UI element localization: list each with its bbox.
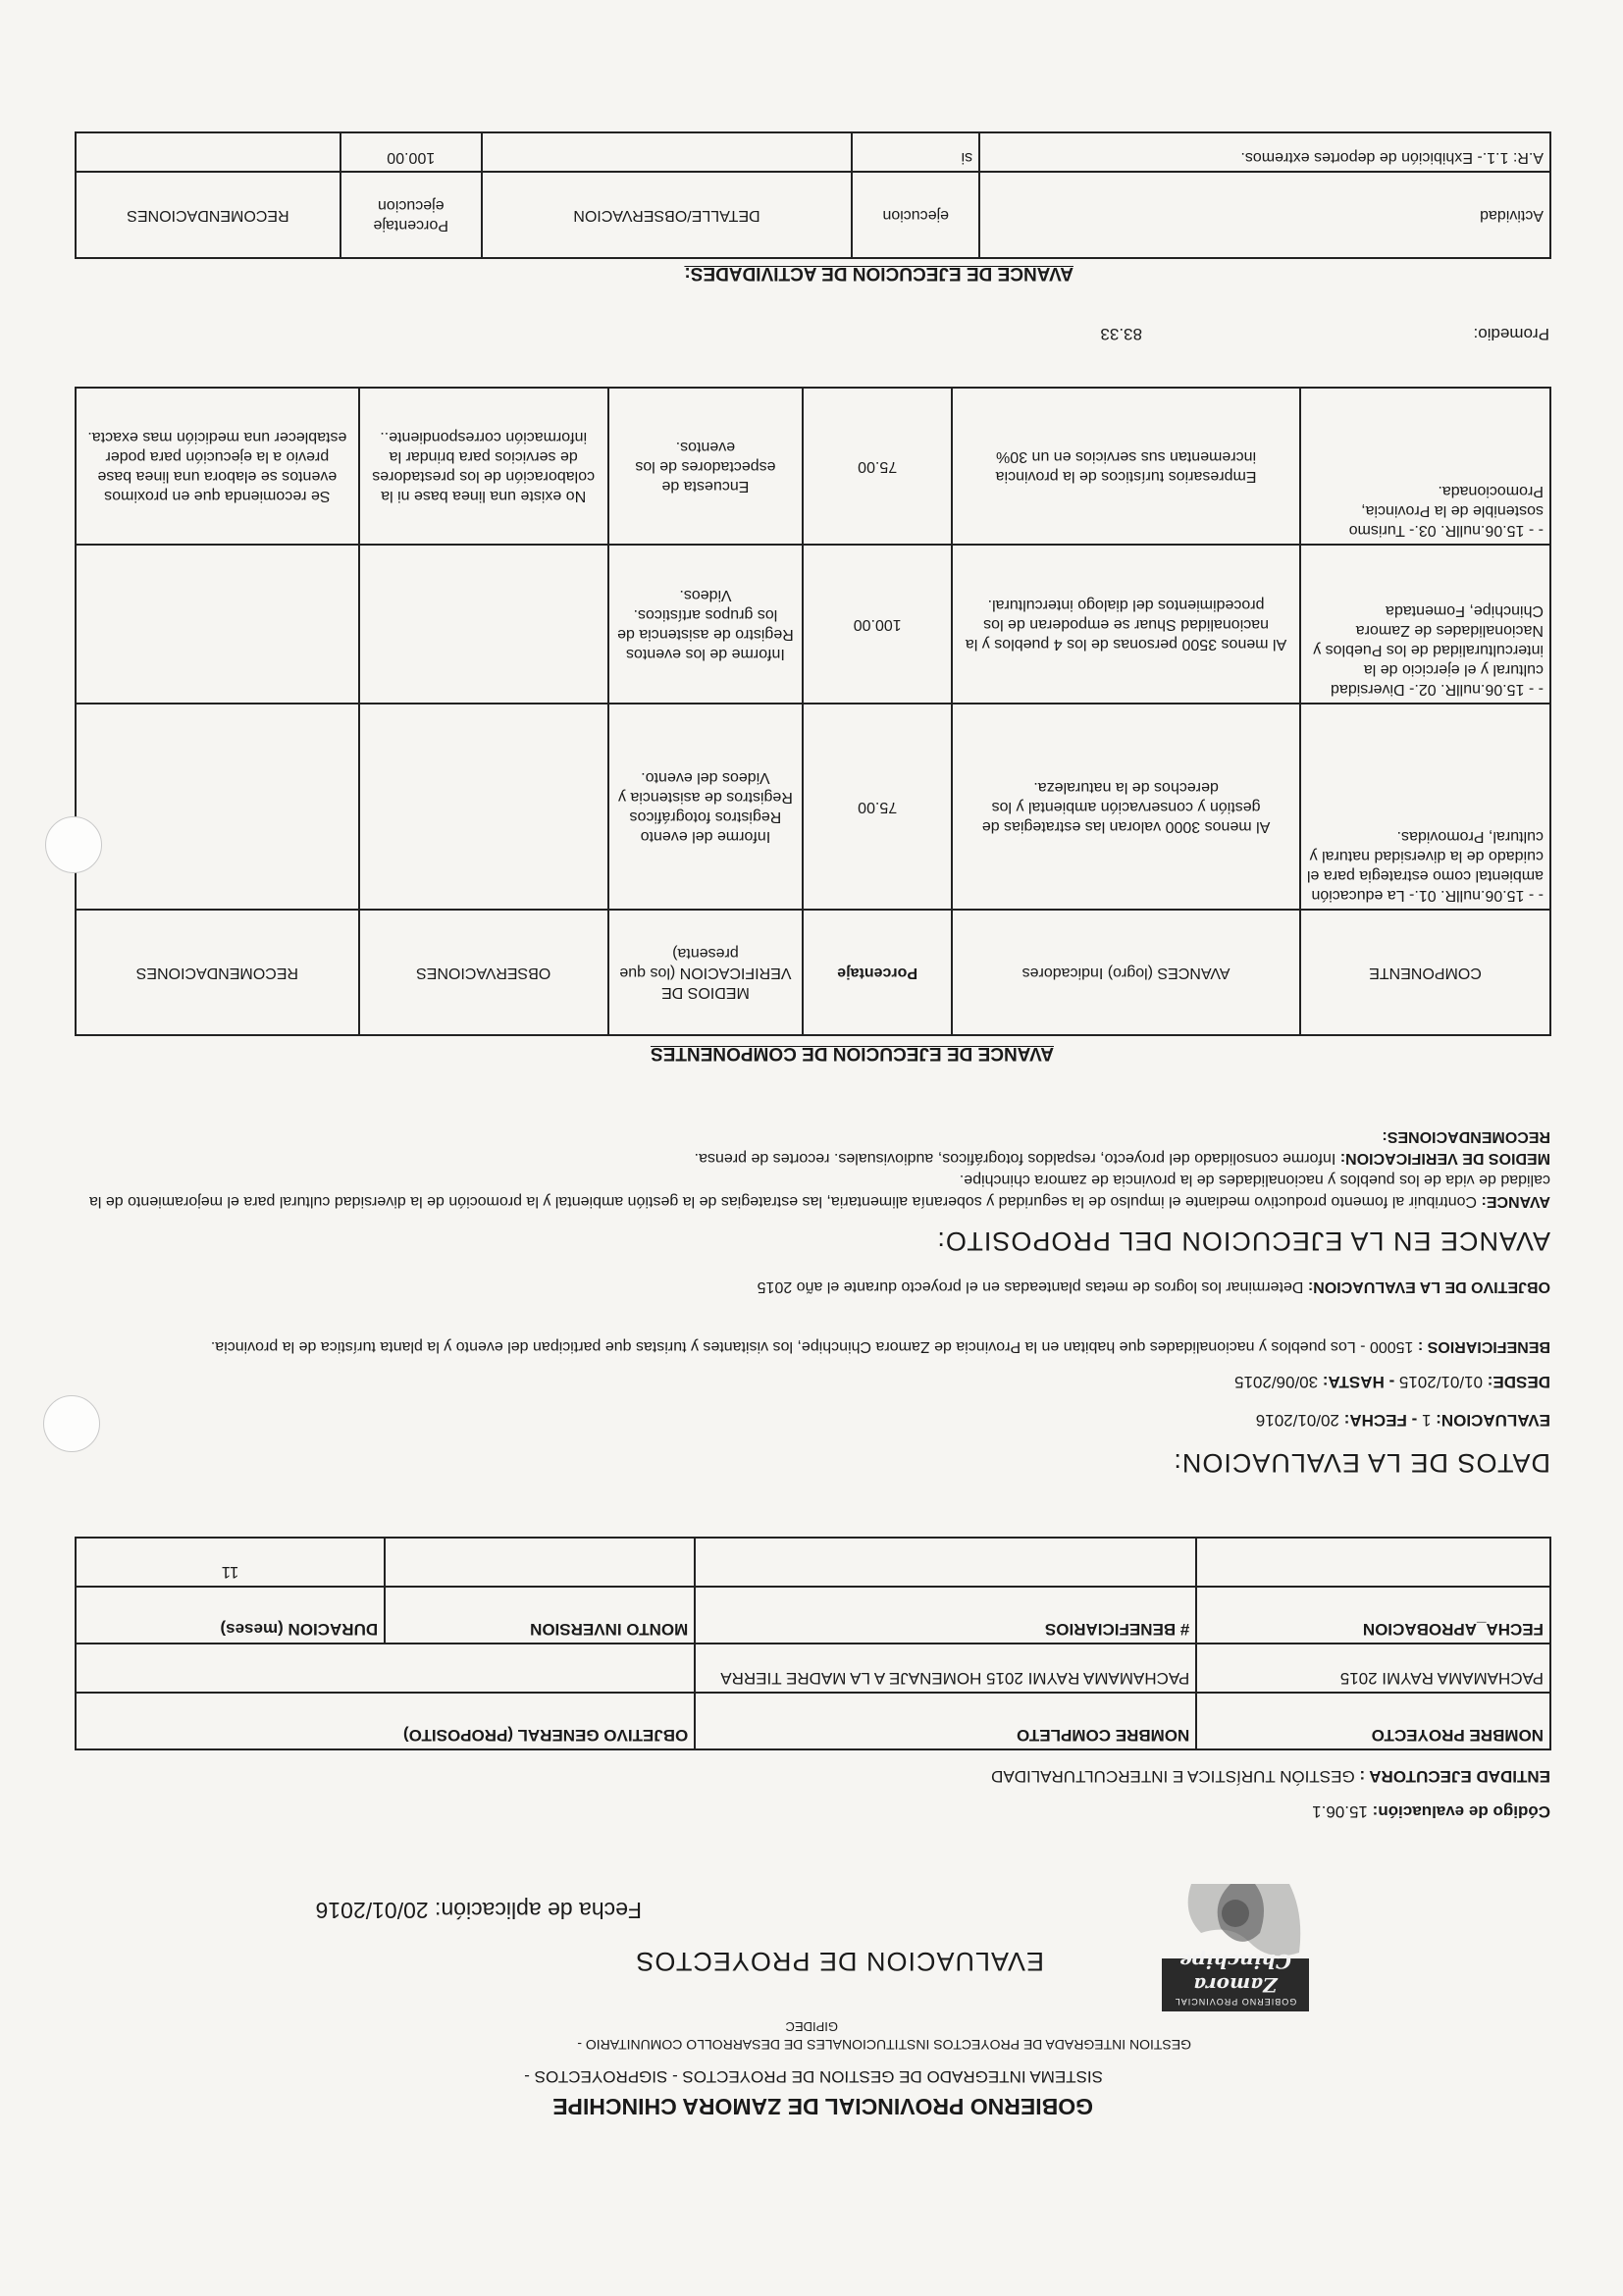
full-name-header: NOMBRE COMPLETO xyxy=(695,1693,1196,1749)
beneficiaries-header: # BENEFICIARIOS xyxy=(695,1587,1196,1644)
recommendations-header: RECOMENDACIONES xyxy=(76,910,359,1035)
execution-percent-header: Porcentaje ejecucion xyxy=(340,172,482,258)
activity-row xyxy=(76,132,1550,172)
full-name-value: PACHAMAMA RAYMI 2015 HOMENAJE A LA MADRE TIERRA xyxy=(695,1644,1196,1693)
evaluation-code-value: 15.06.1 xyxy=(1312,1802,1368,1821)
observations-cell: No existe una linea base ni la colaboración de los prestadores de servicios para brindar la información correspondiente.. xyxy=(359,388,608,545)
average-label: Promedio: xyxy=(1473,325,1549,343)
activities-table xyxy=(75,131,1551,259)
verification-header: MEDIOS DE VERIFICACION (los que presenta) xyxy=(608,910,804,1035)
evaluation-code-label: Código de evaluación: xyxy=(1372,1802,1550,1821)
observations-cell xyxy=(359,704,608,910)
logo-banner xyxy=(1162,1950,1309,2011)
components-section-title: AVANCE DE EJECUCION DE COMPONENTES xyxy=(650,1043,1054,1064)
gipidec-abbreviation: GIPIDEC xyxy=(785,2019,838,2034)
evaluation-code xyxy=(1312,1801,1550,1821)
activity-recommendations-header: RECOMENDACIONES xyxy=(76,172,340,258)
activity-header: Actividad xyxy=(979,172,1550,258)
evaluation-data-title: DATOS DE LA EVALUACION: xyxy=(1173,1448,1550,1478)
application-date: Fecha de aplicación: 20/01/2016 xyxy=(315,1898,642,1923)
recommendations-cell: Se recomienda que en proximos eventos se elabora una linea base previo a la ejecución para poder establecer una medición mas exacta. xyxy=(76,388,359,545)
project-table-value-row-2 xyxy=(76,1538,1550,1587)
activity-recommendations-cell xyxy=(76,132,340,172)
verification-means xyxy=(69,1147,1550,1169)
approval-date-header: FECHA_APROBACION xyxy=(1196,1587,1550,1644)
execution-cell: si xyxy=(852,132,979,172)
beneficiaries-text xyxy=(79,1335,1550,1357)
observations-cell xyxy=(359,545,608,704)
project-table xyxy=(75,1537,1551,1750)
average-value: 83.33 xyxy=(1100,325,1142,343)
percent-cell: 100.00 xyxy=(803,545,952,704)
components-header-row xyxy=(76,910,1550,1035)
verification-means-label: MEDIOS DE VERIFICACION: xyxy=(1339,1150,1550,1167)
activity-cell: A.R: 1.1.- Exhibición de deportes extremos. xyxy=(979,132,1550,172)
gipidec-full-name: GESTION INTEGRADA DE PROYECTOS INSTITUCIONALES DE DESARROLLO COMUNITARIO - xyxy=(577,2037,1191,2053)
component-cell: - - 15.06.nullR. 01.- La educación ambiental como estrategia para el cuidado de la diversidad natural y cultural, Promovidas. xyxy=(1300,704,1550,910)
logo-text-line2: Zamora Chinchipe xyxy=(1179,1950,1291,1997)
purpose-progress-title: AVANCE EN LA EJECUCION DEL PROPOSITO: xyxy=(936,1226,1550,1256)
period-to-label: - HASTA: xyxy=(1322,1373,1395,1391)
beneficiaries-label: BENEFICIARIOS : xyxy=(1417,1338,1550,1355)
verification-cell: Informe de los eventos Registro de asistencia de los grupos artísticos. Videos. xyxy=(608,545,804,704)
purpose-progress-text xyxy=(69,1125,1550,1212)
progress-label: AVANCE: xyxy=(1481,1193,1550,1210)
general-objective-header: OBJETIVO GENERAL (PROPOSITO) xyxy=(76,1693,695,1749)
evaluation-period xyxy=(1234,1372,1550,1391)
project-table-value-row xyxy=(76,1644,1550,1693)
recommendations-cell xyxy=(76,545,359,704)
approval-date-value xyxy=(1196,1538,1550,1587)
document-title: EVALUACION DE PROYECTOS xyxy=(635,1947,1044,1976)
advances-header: AVANCES (logro) Indicadores xyxy=(952,910,1300,1035)
executing-entity-value: GESTIÓN TURÍSTICA E INTERCULTURALIDAD xyxy=(991,1767,1355,1786)
project-name-header: NOMBRE PROYECTO xyxy=(1196,1693,1550,1749)
component-row xyxy=(76,545,1550,704)
percent-header: Porcentaje xyxy=(803,910,952,1035)
project-name-value: PACHAMAMA RAYMI 2015 xyxy=(1196,1644,1550,1693)
component-cell: - - 15.06.nullR. 03.- Turismo sostenible de la Provincia, Promocionada. xyxy=(1300,388,1550,545)
recommendations-label: RECOMENDACIONES: xyxy=(1382,1128,1550,1145)
advance-cell: Empresarios turísticos de la provincia incrementan sus servicios en un 30% xyxy=(952,388,1300,545)
investment-value xyxy=(385,1538,695,1587)
evaluation-date-value: 20/01/2016 xyxy=(1255,1411,1339,1430)
components-table xyxy=(75,387,1551,1036)
period-from-value: 01/01/2015 xyxy=(1398,1373,1484,1391)
evaluation-number-label: EVALUACION: xyxy=(1436,1411,1550,1430)
verification-means-value: Informe consolidado del proyecto, respaldos fotográficos, audiovisuales. recortes de prensa. xyxy=(694,1150,1336,1167)
organization-name: GOBIERNO PROVINCIAL DE ZAMORA CHINCHIPE xyxy=(552,2094,1093,2119)
project-table-header-row-2 xyxy=(76,1587,1550,1644)
evaluation-date-label: - FECHA: xyxy=(1343,1411,1418,1430)
execution-header: ejecucion xyxy=(852,172,979,258)
verification-cell: Informe del evento Registros fotográficos Registros de asistencia y Videos del evento. xyxy=(608,704,804,910)
component-cell: - - 15.06.nullR. 02.- Diversidad cultural y el ejercicio de la interculturalidad de los Pueblos y Nacionalidades de Zamora Chinchipe, Fomentada xyxy=(1300,545,1550,704)
punch-hole xyxy=(43,1395,100,1452)
logo-text-line1: GOBIERNO PROVINCIAL xyxy=(1174,1997,1297,2007)
verification-cell: Encuesta de espectadores de los eventos. xyxy=(608,388,804,545)
period-from-label: DESDE: xyxy=(1487,1373,1550,1391)
detail-header: DETALLE/OBSERVACION xyxy=(482,172,853,258)
progress-description: Contribuir al fomento productivo mediante el impulso de la seguridad y soberanía alimentaria, las estrategias de la gestión ambiental y la promoción de la diversidad cultural para el mejoramiento de la calidad de vida de los pueblos y nacionalidades de la provincia de zamora chinchipe. xyxy=(88,1172,1550,1210)
executing-entity xyxy=(991,1766,1550,1786)
evaluation-number-value: 1 xyxy=(1422,1411,1432,1430)
progress-paragraph xyxy=(69,1169,1550,1212)
evaluation-objective-value: Determinar los logros de metas planteadas en el proyecto durante el año 2015 xyxy=(757,1278,1304,1295)
execution-percent-cell: 100.00 xyxy=(340,132,482,172)
percent-cell: 75.00 xyxy=(803,704,952,910)
executing-entity-label: ENTIDAD EJECUTORA : xyxy=(1359,1767,1550,1786)
evaluation-number xyxy=(1256,1410,1550,1430)
percent-cell: 75.00 xyxy=(803,388,952,545)
evaluation-objective-label: OBJETIVO DE LA EVALUACION: xyxy=(1307,1278,1550,1295)
component-row xyxy=(76,388,1550,545)
duration-value: 11 xyxy=(76,1538,385,1587)
advance-cell: Al menos 3500 personas de los 4 pueblos y la nacionalidad Shuar se empoderan de los procedimientos del dialogo intercultural. xyxy=(952,545,1300,704)
investment-header: MONTO INVERSION xyxy=(385,1587,695,1644)
activities-header-row xyxy=(76,172,1550,258)
advance-cell: Al menos 3000 valoran las estrategias de gestión y conservación ambiental y los derechos de la naturaleza. xyxy=(952,704,1300,910)
duration-header: DURACION (meses) xyxy=(76,1587,385,1644)
component-row xyxy=(76,704,1550,910)
component-header: COMPONENTE xyxy=(1300,910,1550,1035)
observations-header: OBSERVACIONES xyxy=(359,910,608,1035)
system-name: SISTEMA INTEGRADO DE GESTION DE PROYECTOS - SIGPROYECTOS - xyxy=(524,2067,1103,2086)
project-table-header-row xyxy=(76,1693,1550,1749)
beneficiaries-description: 15000 - Los pueblos y nacionalidades que habitan en la Provincia de Zamora Chinchipe, los visitantes y turistas que participan del evento y la planta turística de la provincia. xyxy=(210,1338,1414,1355)
general-objective-value xyxy=(76,1644,695,1693)
beneficiaries-value xyxy=(695,1538,1196,1587)
evaluation-objective xyxy=(758,1278,1550,1295)
activities-section-title: AVANCE DE EJECUCION DE ACTIVIDADES: xyxy=(684,263,1073,284)
provincial-logo xyxy=(1160,1874,1309,2021)
punch-hole xyxy=(45,816,102,873)
recommendations-cell xyxy=(76,704,359,910)
period-to-value: 30/06/2015 xyxy=(1234,1373,1319,1391)
detail-cell xyxy=(482,132,853,172)
